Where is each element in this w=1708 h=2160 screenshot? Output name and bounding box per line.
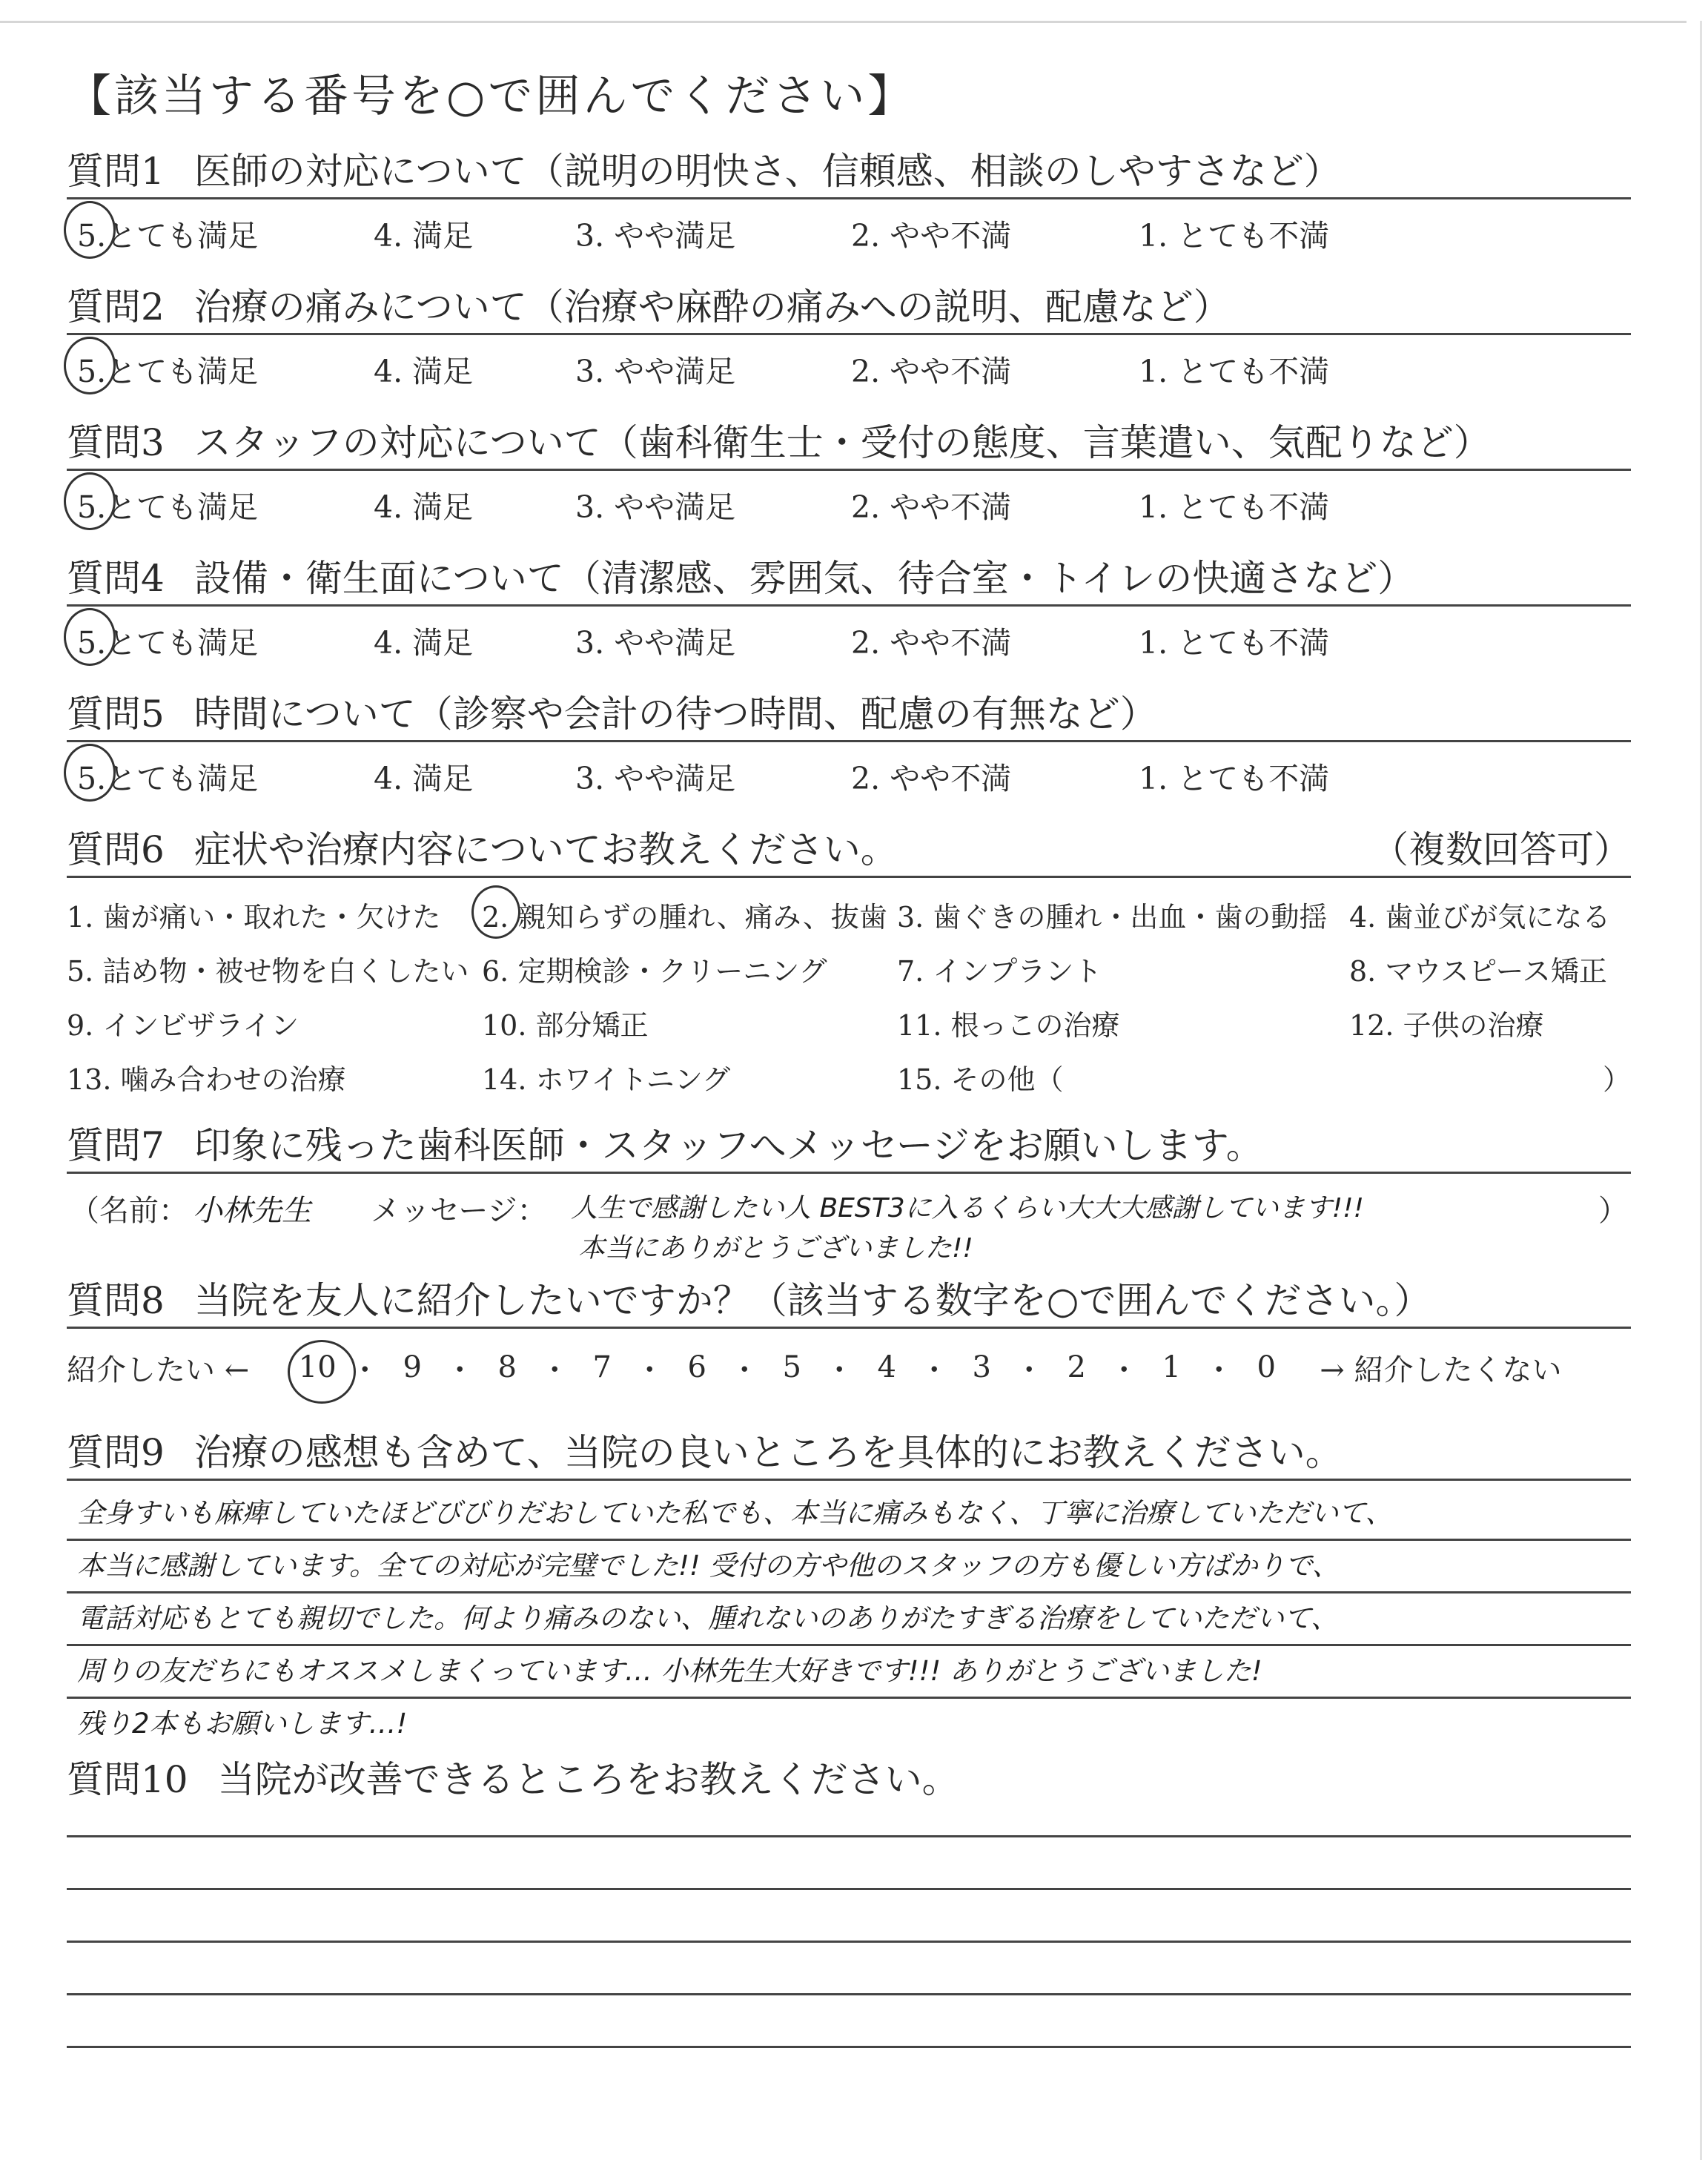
question-text: 治療の痛みについて（治療や麻酔の痛みへの説明、配慮など） <box>193 285 1231 328</box>
scale-value: 10 <box>298 1350 337 1384</box>
question-1 <box>67 150 1631 254</box>
scale-separator: ・ <box>1204 1353 1234 1387</box>
question-10 <box>67 1758 1631 2048</box>
question-title <box>67 150 1631 199</box>
option-label: 5.とても満足 <box>77 217 259 254</box>
symptom-option-13[interactable]: 13. 噛み合わせの治療 <box>67 1063 346 1096</box>
rating-options <box>67 484 1631 524</box>
scale-9[interactable]: 9 <box>403 1350 422 1384</box>
symptom-option-2[interactable] <box>482 894 897 935</box>
question-text: 症状や治療内容についてお教えください。 <box>193 828 898 871</box>
scale-separator: ・ <box>919 1353 950 1387</box>
question-number: 質問9 <box>67 1431 165 1474</box>
page-heading: 【該当する番号を○で囲んでください】 <box>67 70 916 122</box>
scale-separator: ・ <box>445 1353 475 1387</box>
scale-8[interactable]: 8 <box>497 1350 517 1384</box>
blank-line[interactable] <box>67 1837 1631 1890</box>
symptom-option-1[interactable]: 1. 歯が痛い・取れた・欠けた <box>67 901 441 934</box>
symptom-option-4[interactable]: 4. 歯並びが気になる <box>1349 901 1611 934</box>
page-top-edge <box>0 0 1687 23</box>
question-text: 治療の感想も含めて、当院の良いところを具体的にお教えください。 <box>193 1431 1343 1474</box>
question-title <box>67 1758 1631 1806</box>
question-number: 質問3 <box>67 421 165 464</box>
selection-circle <box>64 201 116 259</box>
answer-line-3[interactable]: 電話対応もとても親切でした。何より痛みのない、腫れないのありがたすぎる治療をしていただいて、 <box>67 1593 1631 1646</box>
question-title <box>67 557 1631 607</box>
option-label: 4. 満足 <box>374 217 474 254</box>
question-number: 質問4 <box>67 557 165 600</box>
message-label: メッセージ： <box>371 1194 547 1228</box>
scale-separator: ・ <box>635 1353 665 1387</box>
question-title <box>67 828 1631 878</box>
selection-circle <box>64 337 116 394</box>
question-number: 質問5 <box>67 693 165 736</box>
option-label: 3. やや満足 <box>575 353 736 389</box>
scale-1[interactable]: 1 <box>1162 1350 1181 1384</box>
option-label: 1. とても不満 <box>1139 217 1330 254</box>
option-1[interactable] <box>1139 347 1406 391</box>
option-label: 1. とても不満 <box>1139 489 1330 525</box>
rating-options <box>67 620 1631 660</box>
option-4[interactable] <box>374 754 575 798</box>
option-label: 4. 満足 <box>374 760 474 796</box>
option-label: 2. やや不満 <box>851 489 1012 525</box>
question-4 <box>67 557 1631 661</box>
symptom-options <box>67 894 1631 1097</box>
option-label: 4. 満足 <box>374 624 474 661</box>
name-value[interactable]: 小林先生 <box>193 1194 311 1228</box>
option-5[interactable] <box>67 483 374 526</box>
question-7 <box>67 1124 1631 1269</box>
option-4[interactable] <box>374 483 575 526</box>
option-label: 1. とても不満 <box>1139 624 1330 661</box>
question-number: 質問7 <box>67 1124 165 1167</box>
option-label: 2. やや不満 <box>851 760 1012 796</box>
option-5[interactable] <box>67 618 374 662</box>
answer-line-5[interactable]: 残り2本もお願いします…! <box>77 1708 408 1740</box>
scale-10[interactable] <box>294 1350 341 1384</box>
scale-0[interactable]: 0 <box>1257 1350 1276 1384</box>
scale-right-label: → 紹介したくない <box>1320 1353 1562 1387</box>
scale-separator: ・ <box>824 1353 855 1387</box>
question-title <box>67 421 1631 471</box>
option-4[interactable] <box>374 211 575 255</box>
scale-2[interactable]: 2 <box>1067 1350 1086 1384</box>
question-text: 当院を友人に紹介したいですか？（該当する数字を○で囲んでください。） <box>193 1279 1431 1322</box>
recommend-scale <box>67 1345 1631 1390</box>
symptom-option-7[interactable]: 7. インプラント <box>897 955 1102 988</box>
answer-lines[interactable] <box>67 1488 1631 1749</box>
answer-line-2[interactable]: 本当に感謝しています。全ての対応が完璧でした!! 受付の方や他のスタッフの方も優しい方ばかりで、 <box>67 1541 1631 1593</box>
question-title <box>67 285 1631 335</box>
option-5[interactable] <box>67 754 374 798</box>
question-text: 医師の対応について（説明の明快さ、信頼感、相談のしやすさなど） <box>193 150 1341 193</box>
option-label: 5.とても満足 <box>77 489 259 525</box>
question-6 <box>67 828 1631 1097</box>
blank-line[interactable] <box>67 1943 1631 1995</box>
symptom-option-8[interactable]: 8. マウスピース矯正 <box>1349 955 1607 988</box>
page-right-edge <box>1700 21 1702 2160</box>
option-3[interactable] <box>575 211 851 255</box>
scale-left-label: 紹介したい ← <box>67 1353 250 1387</box>
rating-options <box>67 213 1631 253</box>
blank-line[interactable] <box>67 1813 1631 1837</box>
option-3[interactable] <box>575 754 851 798</box>
option-label: 4. 満足 <box>374 353 474 389</box>
option-label: 3. やや満足 <box>575 760 736 796</box>
answer-lines[interactable] <box>67 1813 1631 2048</box>
option-label: 2. やや不満 <box>851 353 1012 389</box>
option-5[interactable] <box>67 211 374 255</box>
option-label: 3. やや満足 <box>575 624 736 661</box>
question-text: 設備・衛生面について（清潔感、雰囲気、待合室・トイレの快適さなど） <box>193 557 1415 600</box>
answer-line-1[interactable]: 全身すいも麻痺していたほどびびりだおしていた私でも、本当に痛みもなく、丁寧に治療していただいて、 <box>67 1488 1631 1541</box>
symptom-option-12[interactable]: 12. 子供の治療 <box>1349 1009 1544 1042</box>
question-text: 印象に残った歯科医師・スタッフへメッセージをお願いします。 <box>193 1124 1263 1167</box>
option-label: 1. とても不満 <box>1139 353 1330 389</box>
scale-separator: ・ <box>1014 1353 1045 1387</box>
option-2[interactable] <box>851 211 1139 255</box>
scale-separator: ・ <box>350 1353 380 1387</box>
symptom-option-15[interactable]: 15. その他（ <box>897 1063 1064 1096</box>
question-title <box>67 1124 1631 1174</box>
question-title <box>67 1279 1631 1329</box>
option-1[interactable] <box>1139 618 1406 662</box>
symptom-option-9[interactable]: 9. インビザライン <box>67 1009 299 1042</box>
question-text: スタッフの対応について（歯科衛生士・受付の態度、言葉遣い、気配りなど） <box>193 421 1491 464</box>
question-2 <box>67 285 1631 389</box>
message-value-line2[interactable]: 本当にありがとうございました!! <box>578 1233 973 1264</box>
option-label: 5.とても満足 <box>77 624 259 661</box>
option-label: 3. やや満足 <box>575 489 736 525</box>
message-close-paren: ） <box>1598 1194 1628 1228</box>
question-3 <box>67 421 1631 525</box>
selection-circle <box>64 472 116 530</box>
option-5[interactable] <box>67 347 374 391</box>
option-label: 1. とても不満 <box>1139 760 1330 796</box>
option-3[interactable] <box>575 618 851 662</box>
scale-6[interactable]: 6 <box>687 1350 706 1384</box>
symptom-option-10[interactable]: 10. 部分矯正 <box>482 1009 649 1042</box>
blank-line[interactable] <box>67 1890 1631 1943</box>
message-value[interactable]: 人生で感謝したい人 BEST3に入るくらい大大大感謝しています!!! <box>571 1193 1364 1223</box>
option-4[interactable] <box>374 347 575 391</box>
symptom-option-11[interactable]: 11. 根っこの治療 <box>897 1009 1120 1042</box>
question-number: 質問10 <box>67 1758 188 1801</box>
symptom-option-3[interactable]: 3. 歯ぐきの腫れ・出血・歯の動揺 <box>897 901 1328 934</box>
question-9 <box>67 1431 1631 1749</box>
option-label: 2. やや不満 <box>851 217 1012 254</box>
selection-circle <box>64 608 116 666</box>
option-4[interactable] <box>374 618 575 662</box>
question-number: 質問1 <box>67 150 165 193</box>
symptom-option-6[interactable]: 6. 定期検診・クリーニング <box>482 955 827 988</box>
other-close-paren: ） <box>1602 1063 1631 1096</box>
option-2[interactable] <box>851 483 1139 526</box>
selection-circle <box>288 1340 356 1404</box>
rating-options <box>67 756 1631 796</box>
option-2[interactable] <box>851 618 1139 662</box>
rating-options <box>67 349 1631 389</box>
name-label: （名前： <box>70 1194 188 1228</box>
option-label: 4. 満足 <box>374 489 474 525</box>
symptom-option-14[interactable]: 14. ホワイトニング <box>482 1063 731 1096</box>
rating-questions <box>67 150 1631 796</box>
scale-5[interactable]: 5 <box>782 1350 801 1384</box>
question-text: 時間について（診察や会計の待つ時間、配慮の有無など） <box>193 693 1157 736</box>
blank-line[interactable] <box>67 1995 1631 2048</box>
option-1[interactable] <box>1139 483 1406 526</box>
symptom-option-5[interactable]: 5. 詰め物・被せ物を白くしたい <box>67 955 469 988</box>
question-text: 当院が改善できるところをお教えください。 <box>217 1758 959 1801</box>
question-number: 質問2 <box>67 285 165 328</box>
scale-7[interactable]: 7 <box>592 1350 612 1384</box>
question-title <box>67 1431 1631 1481</box>
scale-separator: ・ <box>729 1353 760 1387</box>
option-1[interactable] <box>1139 754 1406 798</box>
scale-separator: ・ <box>540 1353 570 1387</box>
question-number: 質問8 <box>67 1279 165 1322</box>
question-8 <box>67 1279 1631 1390</box>
option-label: 5.とても満足 <box>77 760 259 796</box>
questionnaire-sheet <box>67 70 1631 2084</box>
question-title <box>67 693 1631 742</box>
option-3[interactable] <box>575 483 851 526</box>
option-label: 3. やや満足 <box>575 217 736 254</box>
question-5 <box>67 693 1631 796</box>
option-label: 2. 親知らずの腫れ、痛み、抜歯 <box>482 901 887 934</box>
scale-separator: ・ <box>1109 1353 1139 1387</box>
scale-3[interactable]: 3 <box>972 1350 991 1384</box>
option-2[interactable] <box>851 347 1139 391</box>
option-3[interactable] <box>575 347 851 391</box>
message-row <box>67 1187 1631 1269</box>
answer-line-4[interactable]: 周りの友だちにもオススメしまくっています… 小林先生大好きです!!! ありがとうございました! <box>67 1646 1631 1699</box>
selection-circle <box>64 744 116 802</box>
option-label: 5.とても満足 <box>77 353 259 389</box>
option-1[interactable] <box>1139 211 1406 255</box>
multiple-answer-note: （複数回答可） <box>1371 828 1631 871</box>
option-2[interactable] <box>851 754 1139 798</box>
selection-circle <box>471 885 520 939</box>
option-label: 2. やや不満 <box>851 624 1012 661</box>
question-number: 質問6 <box>67 828 165 871</box>
scale-4[interactable]: 4 <box>877 1350 896 1384</box>
